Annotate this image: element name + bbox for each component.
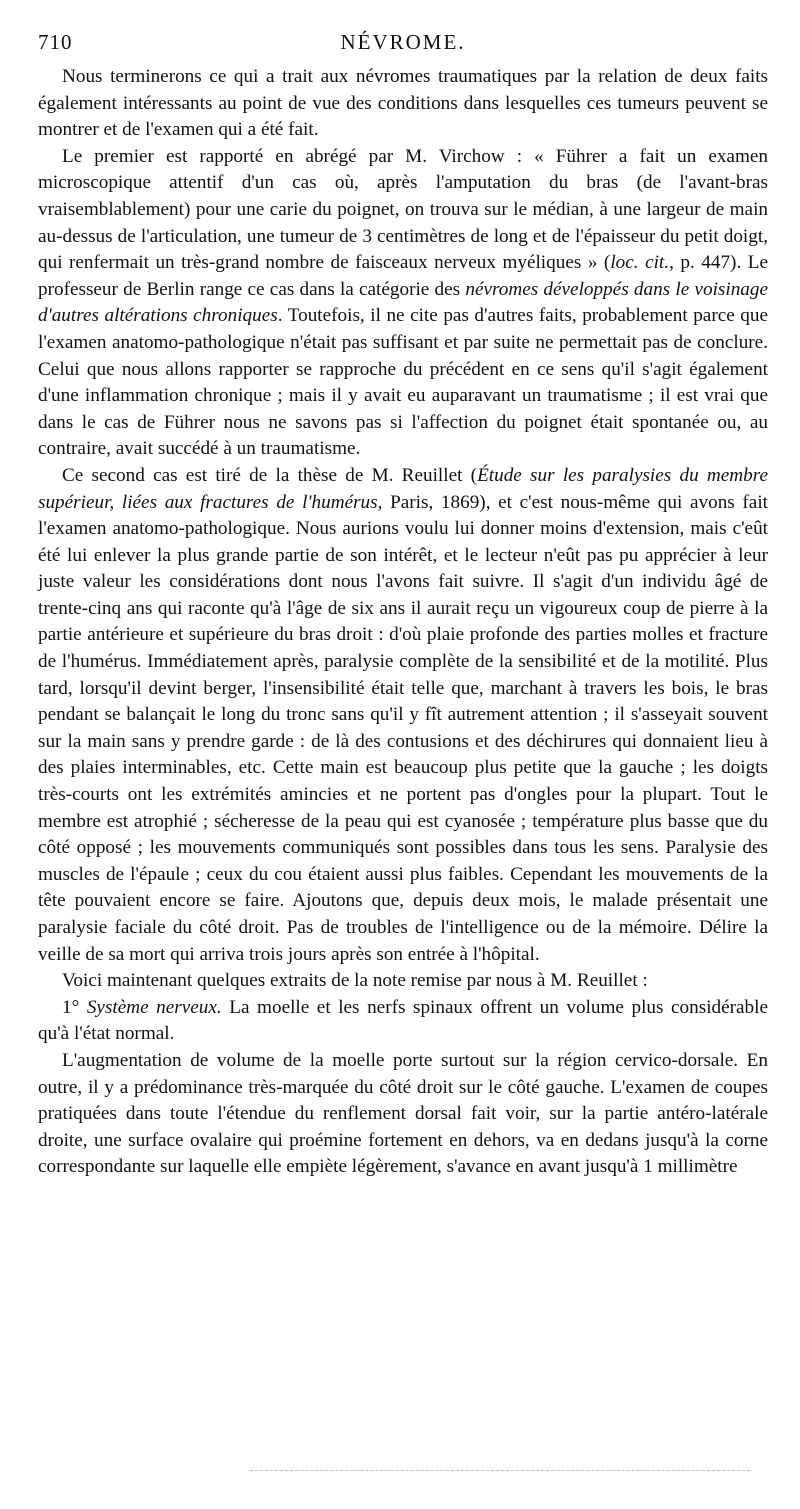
paragraph-p1 bbox=[38, 64, 768, 144]
body-text bbox=[38, 64, 768, 1181]
italic-text: Système nerveux. bbox=[86, 996, 222, 1018]
text-run: Ce second cas est tiré de la thèse de M. Reuillet ( bbox=[62, 464, 478, 486]
running-title: NÉVROME. bbox=[340, 30, 466, 54]
text-run: L'augmentation de volume de la moelle porte surtout sur la région cervico-dorsale. En outre, il y a prédominance très-marquée du côté droit sur le côté gauche. L'examen de coupes pratiquées dans toute l'étendue du renflement dorsal fait voir, sur la partie antéro-latérale droite, une surface ovalaire qui proémine fortement en dehors, va en dedans jusqu'à la corne correspondante sur laquelle elle empiète légèrement, s'avance en avant jusqu'à 1 millimètre bbox=[38, 1049, 768, 1178]
paragraph-p3 bbox=[38, 463, 768, 968]
text-run: Nous terminerons ce qui a trait aux névromes traumatiques par la relation de deux faits également intéressants au point de vue des conditions dans lesquelles ces tumeurs peuvent se montrer et de l'examen qui a été fait. bbox=[38, 66, 768, 141]
footer-rule bbox=[250, 1470, 750, 1471]
page-header bbox=[38, 30, 768, 62]
text-run: Le premier est rapporté en abrégé par M. Virchow : « Führer a fait un examen microscopique attentif d'un cas où, après l'amputation du bras (de l'avant-bras vraisemblablement) pour une carie du poignet, on trouva sur le médian, à une largeur de main au-dessus de l'articulation, une tumeur de 3 centimètres de long et de l'épaisseur du petit doigt, qui renfermait un très-grand nombre de faisceaux nerveux myéliques » ( bbox=[38, 145, 768, 274]
italic-text: Étude sur les paralysies du membre supérieur, liées aux fractures de l'humérus bbox=[38, 464, 768, 513]
paragraph-p2 bbox=[38, 144, 768, 463]
page-number: 710 bbox=[38, 30, 73, 54]
italic-text: névromes développés dans le voisinage d'autres altérations chroniques bbox=[38, 278, 768, 327]
text-run: , p. 447). Le professeur de Berlin range ce cas dans la catégorie des bbox=[38, 252, 768, 300]
paragraph-p6 bbox=[38, 1048, 768, 1181]
text-run: Voici maintenant quelques extraits de la note remise par nous à M. Reuillet : bbox=[62, 970, 648, 992]
paragraph-p5 bbox=[38, 995, 768, 1048]
text-run: La moelle et les nerfs spinaux offrent un volume plus considérable qu'à l'état normal. bbox=[38, 996, 768, 1045]
text-run: , Paris, 1869), et c'est nous-même qui avons fait l'examen anatomo-pathologique. Nous aurions voulu lui donner moins d'extension, mais c'eût été lui enlever la plus grande partie de son intérêt, et le lecteur n'eût pas pu apprécier à leur juste valeur les considérations dont nous l'avons fait suivre. Il s'agit d'un individu âgé de trente-cinq ans qui raconte qu'à l'âge de six ans il aurait reçu un vigoureux coup de pierre à la partie antérieure et supérieure du bras droit : d'où plaie profonde des parties molles et fracture de l'humérus. Immédiatement après, paralysie complète de la sensibilité et de la motilité. Plus tard, lorsqu'il devint berger, l'insensibilité était telle que, marchant à travers les bois, le bras pendant se balançait le long du tronc sans qu'il y fît autrement attention ; il s'asseyait souvent sur la main sans y prendre garde : de là des contusions et des déchirures qui donnaient lieu à des plaies interminables, etc. Cette main est beaucoup plus petite que la gauche ; les doigts très-courts ont les extrémités amincies et ne portent pas d'ongles pour la plupart. Tout le membre est atrophié ; sécheresse de la peau qui est cyanosée ; température plus basse que du côté opposé ; les mouvements communiqués sont possibles dans tous les sens. Paralysie des muscles de l'épaule ; ceux du cou étaient aussi plus faibles. Cependant les mouvements de la tête pouvaient encore se faire. Ajoutons que, depuis deux mois, le malade présentait une paralysie faciale du côté droit. Pas de troubles de l'intelligence ou de la mémoire. Délire la veille de sa mort qui arriva trois jours après son entrée à l'hôpital. bbox=[38, 491, 768, 965]
text-run: . Toutefois, il ne cite pas d'autres faits, probablement parce que l'examen anatomo-pathologique n'était pas suffisant et par suite ne permettait pas de conclure. Celui que nous allons rapporter se rapproche du précédent en ce sens qu'il s'agit également d'une inflammation chronique ; mais il y avait eu auparavant un traumatisme ; il est vrai que dans le cas de Führer nous ne savons pas si l'affection du poignet était spontanée ou, au contraire, avait succédé à un traumatisme. bbox=[38, 305, 768, 460]
italic-text: loc. cit. bbox=[610, 252, 670, 274]
paragraph-p4 bbox=[38, 968, 768, 995]
text-run: 1° bbox=[62, 996, 87, 1018]
